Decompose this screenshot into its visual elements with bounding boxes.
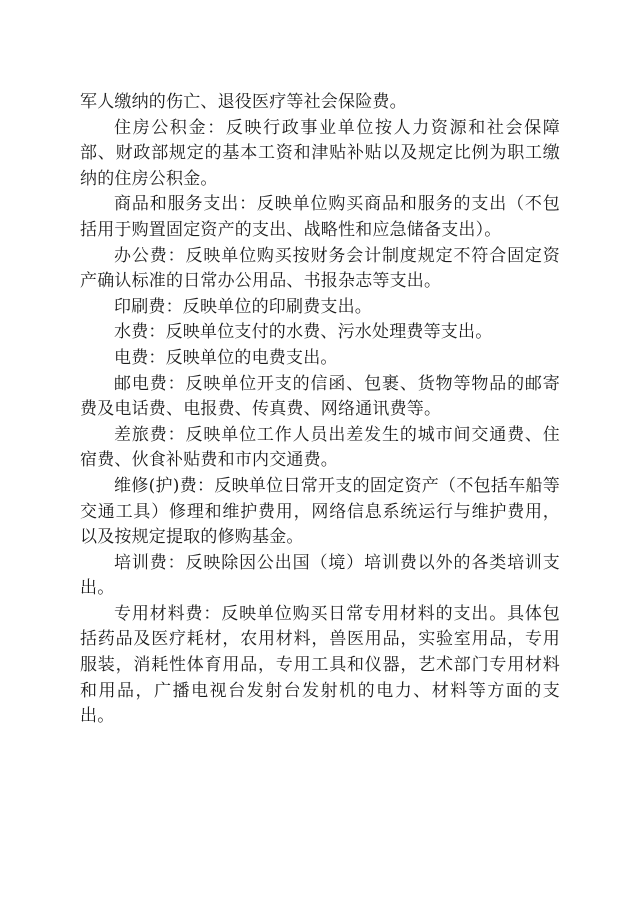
paragraph-training: 培训费：反映除因公出国（境）培训费以外的各类培训支出。	[80, 552, 560, 599]
paragraph-travel: 差旅费：反映单位工作人员出差发生的城市间交通费、住宿费、伙食补贴费和市内交通费。	[80, 424, 560, 471]
paragraph-social-insurance-continued: 军人缴纳的伤亡、退役医疗等社会保险费。	[80, 92, 407, 112]
paragraph-special-materials: 专用材料费：反映单位购买日常专用材料的支出。具体包括药品及医疗耗材，农用材料，兽医用品，实验室用品，专用服装，消耗性体育用品，专用工具和仪器，艺术部门专用材料和用品，广播电视台发射台发射机的电力、材料等方面的支出。	[80, 603, 560, 727]
document-body	[80, 90, 560, 730]
paragraph-maintenance: 维修(护)费：反映单位日常开支的固定资产（不包括车船等交通工具）修理和维护费用，网络信息系统运行与维护费用，以及按规定提取的修购基金。	[80, 475, 560, 548]
paragraph-housing-fund: 住房公积金：反映行政事业单位按人力资源和社会保障部、财政部规定的基本工资和津贴补贴以及规定比例为职工缴纳的住房公积金。	[80, 117, 560, 189]
paragraph-postal-telecom: 邮电费：反映单位开支的信函、包裹、货物等物品的邮寄费及电话费、电报费、传真费、网络通讯费等。	[80, 373, 560, 420]
paragraph-goods-services: 商品和服务支出：反映单位购买商品和服务的支出（不包括用于购置固定资产的支出、战略性和应急储备支出）。	[80, 194, 560, 240]
paragraph-electricity: 电费：反映单位的电费支出。	[114, 347, 338, 368]
paragraph-water: 水费：反映单位支付的水费、污水处理费等支出。	[114, 322, 493, 343]
paragraph-printing: 印刷费：反映单位的印刷费支出。	[114, 296, 372, 317]
paragraph-office-expenses: 办公费：反映单位购买按财务会计制度规定不符合固定资产确认标准的日常办公用品、书报杂志等支出。	[80, 245, 560, 292]
